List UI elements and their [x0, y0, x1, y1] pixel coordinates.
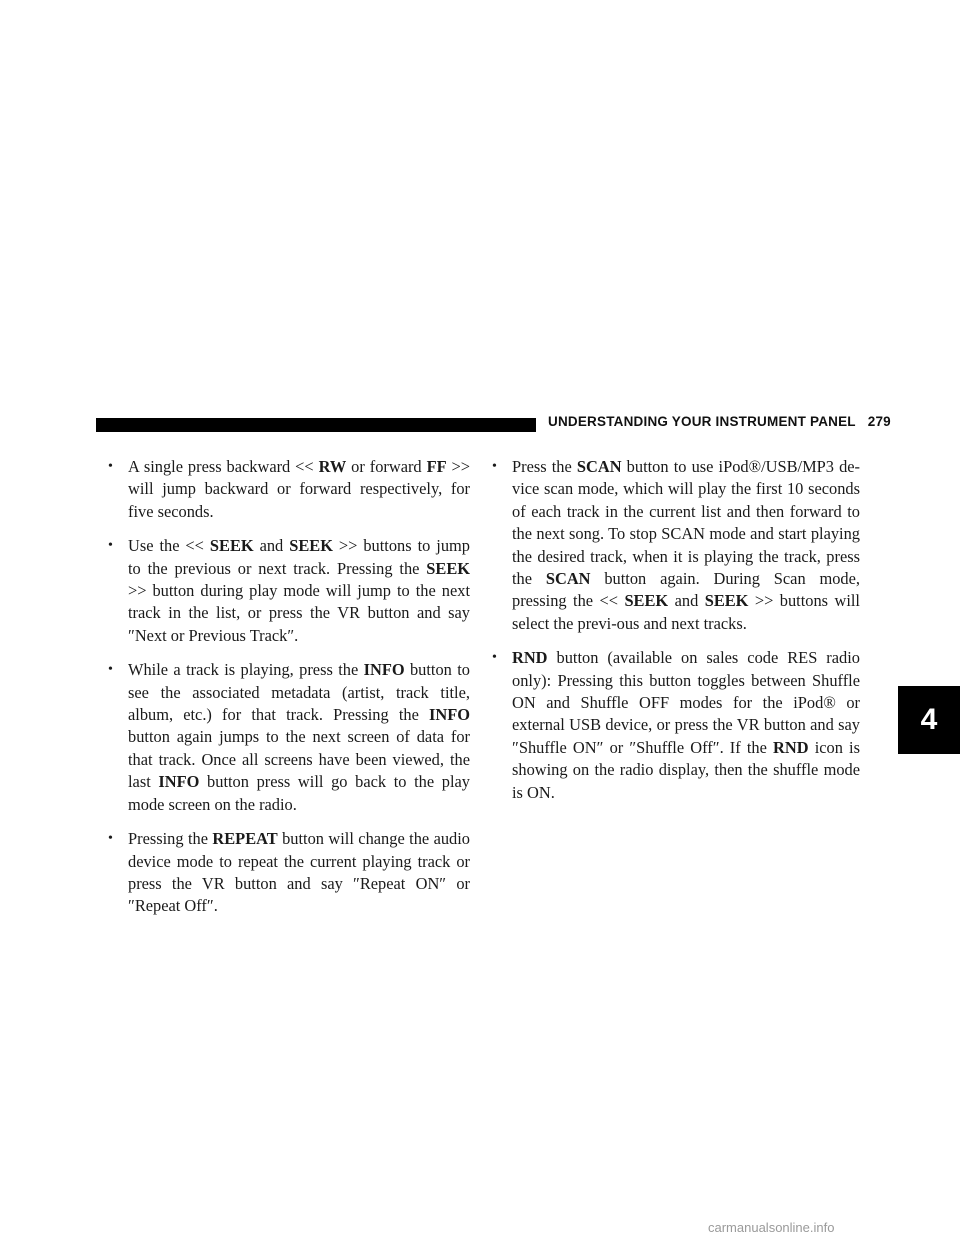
text: or forward	[346, 457, 427, 476]
text: Use the <<	[128, 536, 210, 556]
button-name: RND	[512, 648, 548, 668]
bullet: •	[492, 459, 497, 474]
button-name: INFO	[429, 705, 470, 725]
text: >> buttons to jump to the previous or next track. Pressing the	[128, 536, 470, 578]
left-column	[108, 456, 470, 930]
page-number: 279	[867, 414, 891, 429]
bullet: •	[108, 831, 113, 847]
list-item-rnd	[492, 647, 860, 804]
chapter-number: 4	[920, 703, 938, 736]
list-item-info	[108, 659, 470, 816]
text: and	[668, 591, 705, 611]
button-name: RW	[318, 457, 347, 476]
text: While a track is playing, press the	[128, 660, 364, 680]
text: button again jumps to the next screen of data for that track. Once all screens have been viewed, the last	[128, 727, 470, 792]
text: button will change the audio device mode to repeat the current playing track or press the VR button and say ″Repeat ON″ or ″Repeat Off″.	[128, 829, 470, 916]
button-name: SCAN	[545, 569, 591, 589]
bullet: •	[492, 650, 497, 666]
list-item-seek	[108, 535, 470, 647]
bullet: •	[108, 662, 113, 678]
running-header	[548, 414, 891, 429]
chapter-tab	[898, 686, 960, 754]
text: button (available on sales code RES radio only): Pressing this button toggles between Shuffle ON and Shuffle OFF modes for the iPod® or external USB device, or press the VR button and say ″Shuffle ON″ or ″Shuffle Off″. If the	[512, 648, 860, 757]
text: >> will jump backward or forward respectively, for five seconds.	[128, 457, 471, 521]
button-name: FF	[426, 457, 447, 476]
text: button to use iPod®/USB/MP3 de-vice scan mode, which will play the first 10 seconds of each track in the current list and then forward to the next song. To stop SCAN mode and start playing the desired track, when it is playing the track, press the	[512, 457, 861, 589]
watermark-text: carmanualsonline.info	[708, 1220, 835, 1235]
text: icon is showing on the radio display, then the shuffle mode is ON.	[512, 737, 860, 802]
list-item-rw-ff	[108, 456, 470, 523]
text: button again. During Scan mode, pressing the <<	[512, 569, 861, 611]
button-name: SEEK	[209, 536, 254, 556]
text: >> button during play mode will jump to the next track in the list, or press the VR button and say ″Next or Previous Track″.	[128, 581, 470, 645]
section-title: UNDERSTANDING YOUR INSTRUMENT PANEL	[548, 414, 856, 429]
bullet: •	[108, 538, 113, 554]
text: >> buttons will select the previ-ous and next tracks.	[512, 591, 860, 633]
text: and	[253, 536, 290, 556]
list-item-scan	[492, 456, 860, 635]
header-rule-bar	[96, 418, 536, 432]
text: A single press backward <<	[128, 457, 319, 476]
button-name: SEEK	[624, 591, 669, 611]
button-name: SEEK	[704, 591, 749, 611]
button-name: REPEAT	[212, 829, 278, 849]
text: button press will go back to the play mode screen on the radio.	[128, 772, 471, 814]
button-name: INFO	[158, 772, 200, 792]
button-name: SEEK	[289, 536, 333, 556]
button-name: RND	[773, 737, 809, 757]
text: Pressing the	[128, 829, 213, 849]
button-name: SEEK	[426, 558, 470, 578]
button-name: SCAN	[576, 457, 622, 476]
right-column	[492, 456, 860, 816]
button-name: INFO	[363, 660, 405, 680]
list-item-repeat	[108, 828, 470, 918]
text: button to see the associated metadata (artist, track title, album, etc.) for that track. Pressing the	[128, 660, 470, 725]
text: Press the	[512, 457, 577, 476]
bullet: •	[108, 459, 113, 474]
